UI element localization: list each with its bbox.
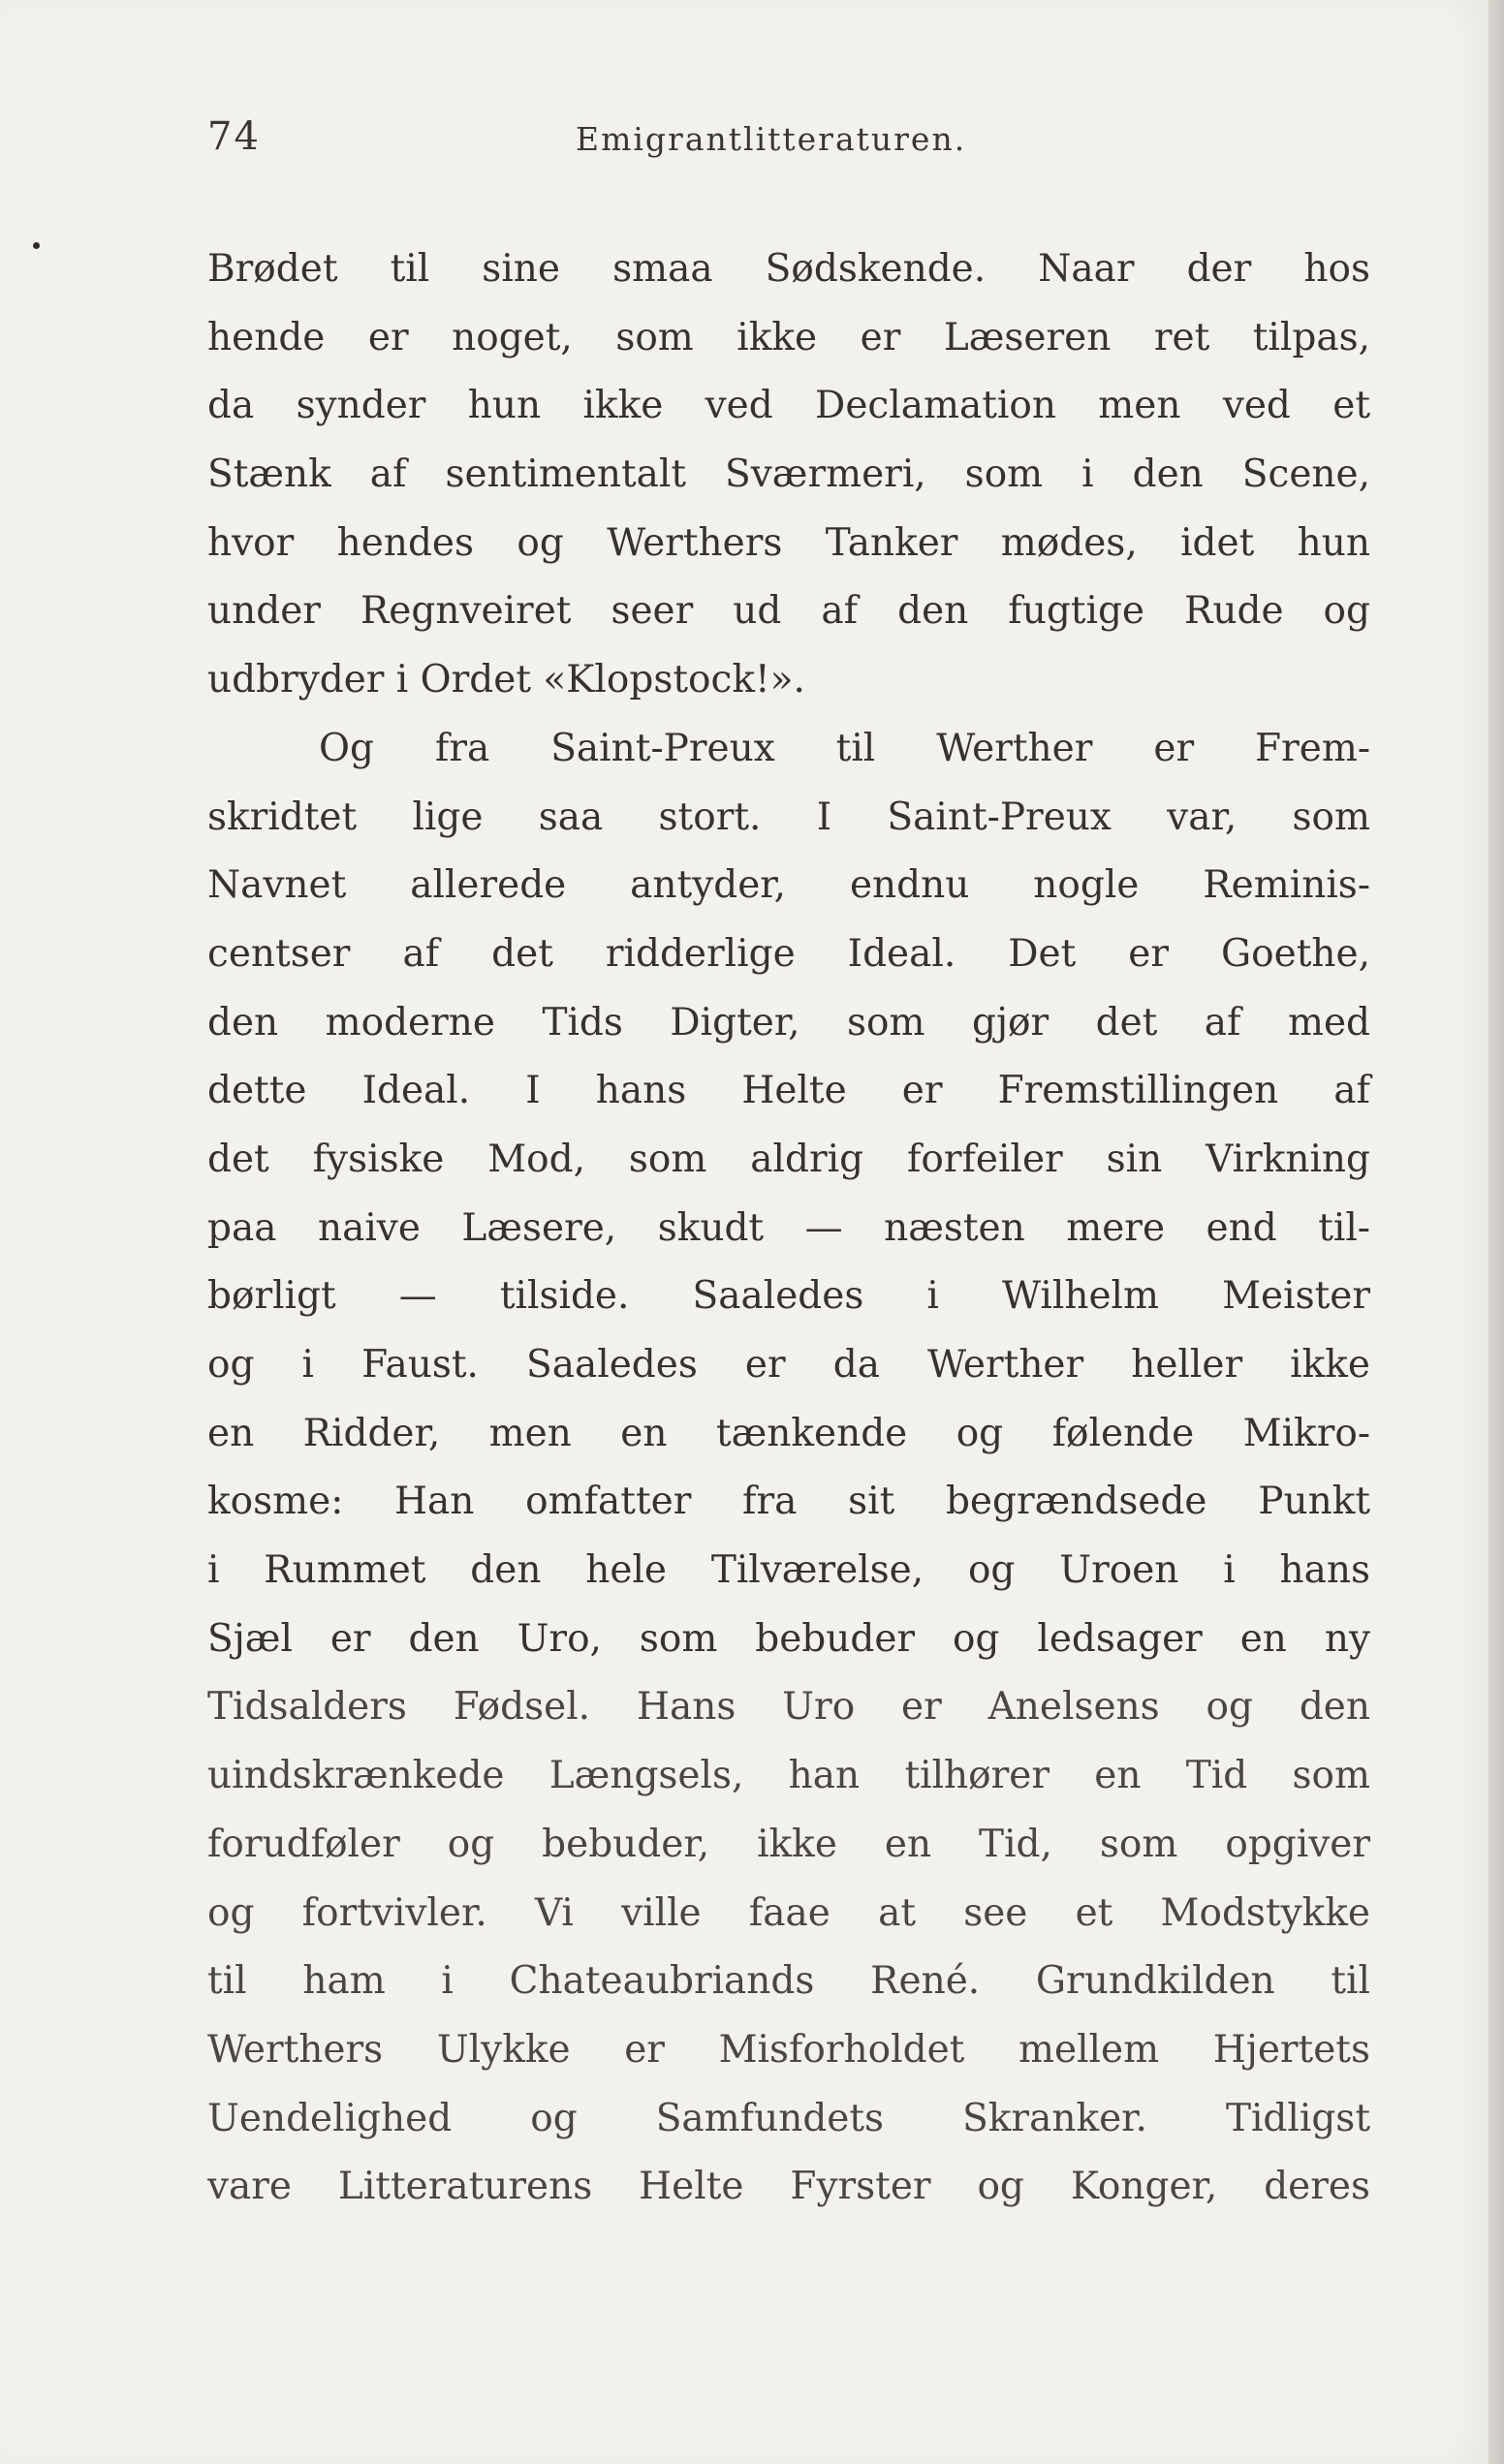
text-line: hvor hendes og Werthers Tanker mødes, idet hun <box>207 520 1370 565</box>
text-line: Uendelighed og Samfundets Skranker. Tidligst <box>207 2096 1370 2140</box>
body-text <box>207 235 1370 2222</box>
ink-speck <box>33 242 40 249</box>
paragraph-start-line: Og fra Saint-Preux til Werther er Frem- <box>319 726 1370 770</box>
text-line: skridtet lige saa stort. I Saint-Preux var, som <box>207 795 1370 839</box>
text-line: Tidsalders Fødsel. Hans Uro er Anelsens og den <box>207 1685 1370 1730</box>
page-header <box>207 114 1370 172</box>
text-line: og i Faust. Saaledes er da Werther heller ikke <box>207 1343 1370 1387</box>
text-line: paa naive Læsere, skudt — næsten mere end til- <box>207 1205 1370 1250</box>
text-line: Navnet allerede antyder, endnu nogle Reminis- <box>207 863 1370 908</box>
text-line: forudføler og bebuder, ikke en Tid, som opgiver <box>207 1822 1370 1866</box>
text-line: centser af det ridderlige Ideal. Det er Goethe, <box>207 931 1370 976</box>
running-title: Emigrantlitteraturen. <box>576 120 967 158</box>
text-line: kosme: Han omfatter fra sit begrændsede Punkt <box>207 1480 1370 1524</box>
text-line: dette Ideal. I hans Helte er Fremstillingen af <box>207 1069 1370 1113</box>
text-line: Sjæl er den Uro, som bebuder og ledsager en ny <box>207 1616 1370 1661</box>
text-line: børligt — tilside. Saaledes i Wilhelm Meister <box>207 1274 1370 1319</box>
text-line: en Ridder, men en tænkende og følende Mikro- <box>207 1411 1370 1455</box>
text-line: den moderne Tids Digter, som gjør det af med <box>207 1000 1370 1045</box>
text-line: under Regnveiret seer ud af den fugtige Rude og <box>207 589 1370 634</box>
text-line: i Rummet den hele Tilværelse, og Uroen i hans <box>207 1548 1370 1593</box>
text-line: og fortvivler. Vi ville faae at see et Modstykke <box>207 1890 1370 1935</box>
page-edge <box>1488 0 1504 2464</box>
text-line: til ham i Chateaubriands René. Grundkilden til <box>207 1959 1370 2004</box>
text-line: det fysiske Mod, som aldrig forfeiler sin Virkning <box>207 1137 1370 1181</box>
text-line: udbryder i Ordet «Klopstock!». <box>207 658 805 702</box>
text-line: da synder hun ikke ved Declamation men ved et <box>207 384 1370 428</box>
text-line: Werthers Ulykke er Misforholdet mellem Hjertets <box>207 2027 1370 2072</box>
text-line: Stænk af sentimentalt Sværmeri, som i den Scene, <box>207 452 1370 497</box>
page-number: 74 <box>207 114 261 159</box>
text-line: Brødet til sine smaa Sødskende. Naar der hos <box>207 247 1370 291</box>
text-line: hende er noget, som ikke er Læseren ret tilpas, <box>207 315 1370 359</box>
text-line: vare Litteraturens Helte Fyrster og Konger, deres <box>207 2165 1370 2209</box>
text-line: uindskrænkede Længsels, han tilhører en Tid som <box>207 1754 1370 1798</box>
